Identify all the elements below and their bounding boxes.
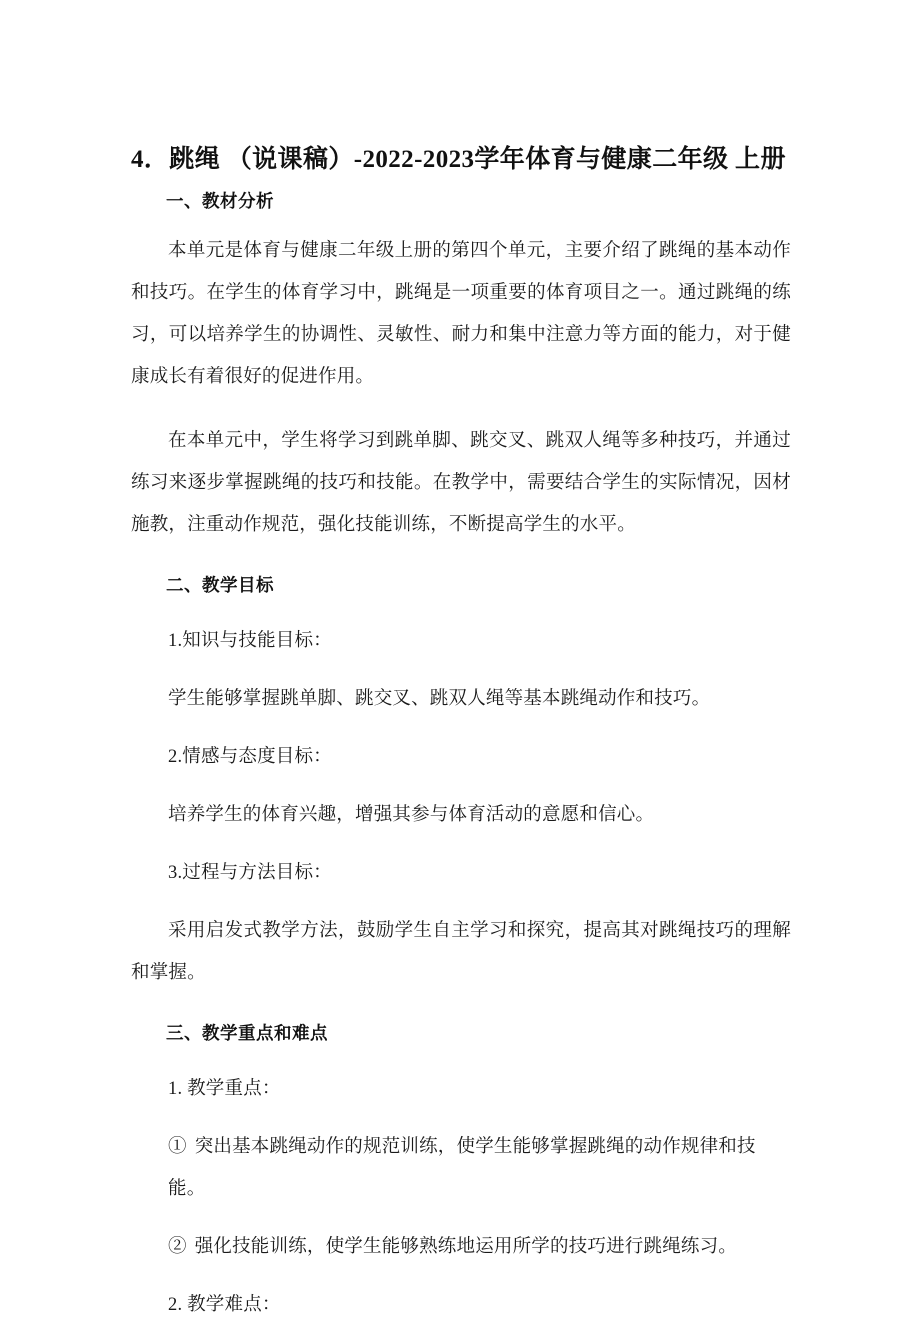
spacer — [131, 1110, 791, 1126]
key-point-list-item-1 — [131, 1126, 791, 1210]
paragraph-analysis-1: 本单元是体育与健康二年级上册的第四个单元，主要介绍了跳绳的基本动作和技巧。在学生的体育学习中，跳绳是一项重要的体育项目之一。通过跳绳的练习，可以培养学生的协调性、灵敏性、耐力和集中注意力等方面的能力，对于健康成长有着很好的促进作用。 — [131, 241, 791, 387]
spacer — [131, 778, 791, 794]
spacer — [131, 662, 791, 678]
spacer — [131, 720, 791, 736]
objective-label-3: 3.过程与方法目标： — [168, 863, 332, 883]
section-heading-teaching-material-analysis: 一、教材分析 — [166, 191, 274, 211]
paragraph-analysis-2: 在本单元中，学生将学习到跳单脚、跳交叉、跳双人绳等多种技巧，并通过练习来逐步掌握跳绳的技巧和技能。在教学中，需要结合学生的实际情况，因材施教，注重动作规范，强化技能训练，不断提高学生的水平。 — [131, 431, 791, 535]
circled-number-2-icon: ② — [168, 1237, 187, 1257]
spacer — [131, 1268, 791, 1284]
objective-body-2: 培养学生的体育兴趣，增强其参与体育活动的意愿和信心。 — [168, 805, 655, 825]
section-heading-teaching-objectives: 二、教学目标 — [166, 575, 274, 595]
spacer — [131, 398, 791, 420]
key-point-text-2: 强化技能训练，使学生能够熟练地运用所学的技巧进行跳绳练习。 — [194, 1237, 738, 1257]
objective-body-1: 学生能够掌握跳单脚、跳交叉、跳双人绳等基本跳绳动作和技巧。 — [168, 689, 711, 709]
spacer — [131, 836, 791, 852]
page-title: 4．跳绳 （说课稿）-2022-2023学年体育与健康二年级 上册 — [131, 146, 786, 173]
spacer — [131, 214, 791, 230]
spacer — [131, 994, 791, 1020]
section-heading-key-points-and-difficulties: 三、教学重点和难点 — [166, 1023, 328, 1043]
difficulty-label: 2. 教学难点： — [168, 1295, 281, 1315]
key-point-label: 1. 教学重点： — [168, 1079, 281, 1099]
key-point-text-1: 突出基本跳绳动作的规范训练，使学生能够掌握跳绳的动作规律和技能。 — [168, 1137, 756, 1199]
spacer — [131, 598, 791, 620]
objective-label-1: 1.知识与技能目标： — [168, 631, 332, 651]
spacer — [131, 1210, 791, 1226]
circled-number-1-icon: ① — [168, 1137, 187, 1157]
spacer — [131, 1046, 791, 1068]
objective-body-3: 采用启发式教学方法，鼓励学生自主学习和探究，提高其对跳绳技巧的理解和掌握。 — [131, 921, 791, 983]
spacer — [131, 894, 791, 910]
spacer — [131, 546, 791, 572]
objective-label-2: 2.情感与态度目标： — [168, 747, 332, 767]
key-point-list-item-2 — [131, 1226, 791, 1268]
document-content — [131, 143, 791, 1326]
